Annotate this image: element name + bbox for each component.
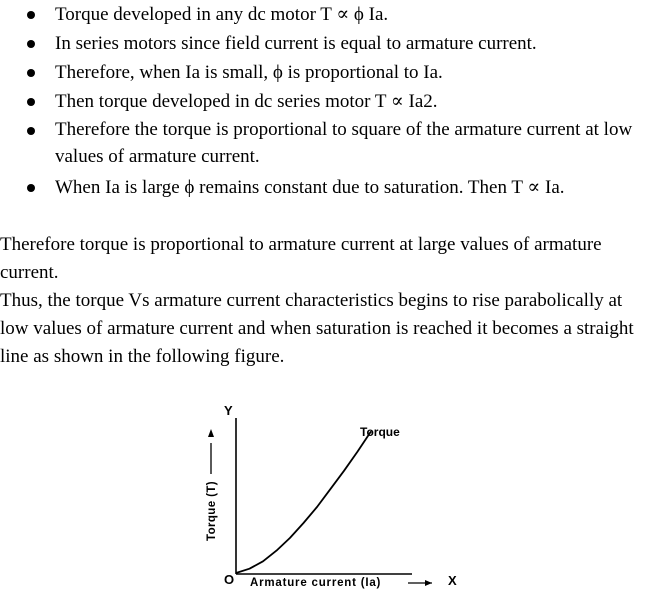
torque-curve bbox=[236, 431, 371, 573]
curve-label: Torque bbox=[360, 425, 400, 439]
plot-area bbox=[236, 431, 371, 573]
bullet-text: Torque developed in any dc motor T ∝ ϕ Ia. bbox=[55, 4, 389, 25]
origin-letter: O bbox=[224, 572, 235, 587]
paragraph-characteristics: Thus, the torque Vs armature current characteristics begins to rise parabolically at low values of armature current and when saturation is reached it becomes a straight line as shown in the following figure. bbox=[0, 290, 634, 367]
bullet-text: Then torque developed in dc series motor T ∝ Ia2. bbox=[55, 91, 438, 112]
y-axis-letter: Y bbox=[224, 403, 233, 418]
y-label-arrow-icon bbox=[208, 429, 214, 437]
bullet-text: Therefore, when Ia is small, ϕ is proportional to Ia. bbox=[55, 62, 443, 83]
bullet-text: In series motors since field current is equal to armature current. bbox=[55, 33, 537, 54]
x-axis-letter: X bbox=[448, 573, 457, 588]
x-axis-label: Armature current (Ia) bbox=[250, 577, 382, 589]
bullet-text: When Ia is large ϕ remains constant due to saturation. Then T ∝ Ia. bbox=[55, 177, 565, 198]
bullet-text: Therefore the torque is proportional to square of the armature current at low values of armature current. bbox=[55, 119, 633, 167]
y-axis-label: Torque (T) bbox=[206, 481, 218, 541]
x-label-arrow-icon bbox=[425, 580, 432, 586]
paragraph-large-current: Therefore torque is proportional to armature current at large values of armature current. bbox=[0, 234, 602, 283]
